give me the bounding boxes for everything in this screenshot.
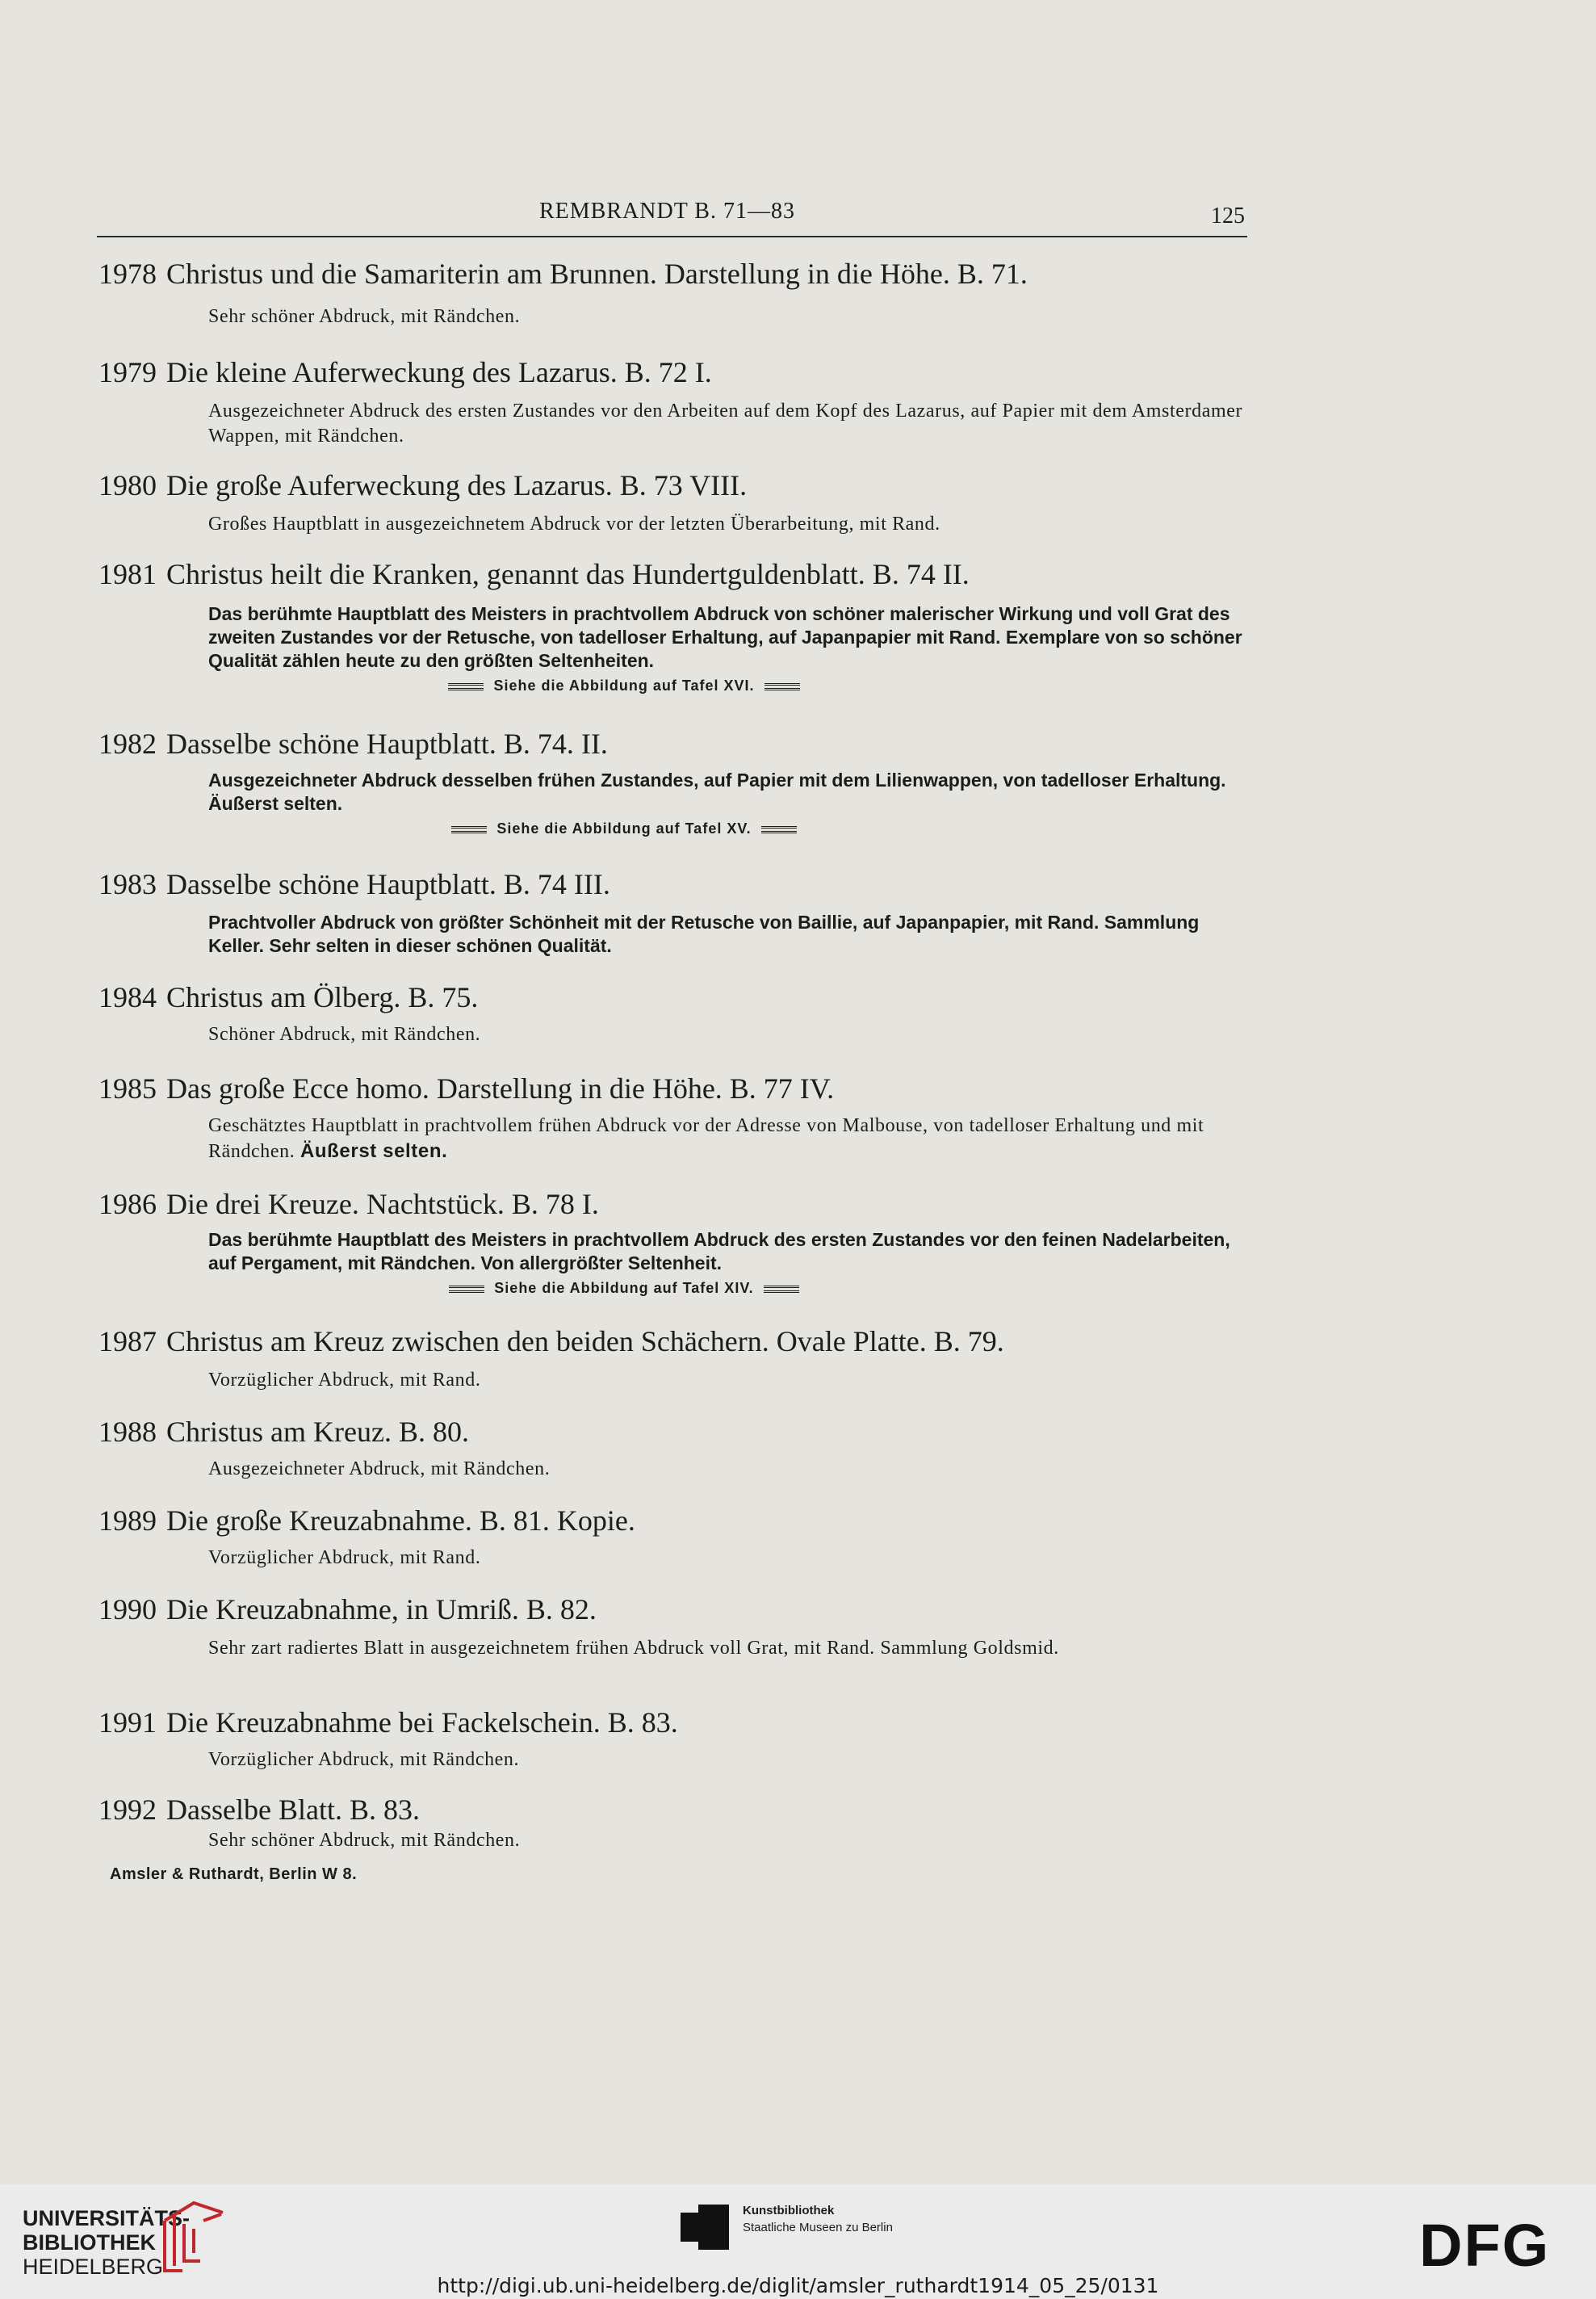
entry-title-text: Die drei Kreuze. Nachtstück. B. 78 I. (166, 1188, 599, 1220)
entry-title (98, 1793, 420, 1827)
entry-description (208, 1114, 1258, 1164)
entry-title (98, 1705, 678, 1739)
entry-title-text: Das große Ecce homo. Darstellung in die Höhe. B. 77 IV. (166, 1072, 835, 1105)
plate-reference (208, 1277, 1040, 1300)
entry-title-text: Dasselbe Blatt. B. 83. (166, 1793, 420, 1826)
kb-line-2: Staatliche Museen zu Berlin (743, 2221, 893, 2234)
entry-description: Schöner Abdruck, mit Rändchen. (208, 1024, 481, 1045)
entry-title-text: Die Kreuzabnahme bei Fackelschein. B. 83. (166, 1706, 678, 1739)
double-rule (449, 1286, 484, 1293)
printer-imprint: Amsler & Ruthardt, Berlin W 8. (110, 1865, 358, 1883)
entry-title (98, 355, 712, 389)
double-rule (761, 826, 797, 833)
entry-description: Großes Hauptblatt in ausgezeichnetem Abdruck vor der letzten Überarbeitung, mit Rand. (208, 514, 940, 535)
entry-title (98, 468, 747, 502)
entry-title (98, 1504, 635, 1538)
kunstbibliothek-logo-icon[interactable] (681, 2205, 729, 2250)
double-rule (764, 683, 800, 690)
university-library-logo-icon[interactable] (158, 2196, 228, 2274)
entry-title (98, 1415, 469, 1449)
kb-line-1: Kunstbibliothek (743, 2204, 835, 2217)
entry-title (98, 867, 610, 901)
entry-number: 1990 (98, 1593, 157, 1626)
entry-title-text: Christus heilt die Kranken, genannt das Hundertguldenblatt. B. 74 II. (166, 558, 970, 590)
entry-title (98, 557, 970, 591)
entry-title-text: Die große Kreuzabnahme. B. 81. Kopie. (166, 1504, 635, 1537)
permalink-url[interactable]: http://digi.ub.uni-heidelberg.de/diglit/amsler_ruthardt1914_05_25/0131 (437, 2274, 1159, 2297)
plate-reference (208, 674, 1040, 698)
entry-number: 1989 (98, 1504, 157, 1537)
university-line-2: BIBLIOTHEK (23, 2230, 156, 2255)
entry-description-text: Geschätztes Hauptblatt in prachtvollem frühen Abdruck vor der Adresse von Malbouse, von tadelloser Erhaltung und mit Rändchen. (208, 1115, 1204, 1162)
plate-reference-text: Siehe die Abbildung auf Tafel XIV. (494, 1280, 754, 1296)
entry-number: 1980 (98, 469, 157, 501)
entry-title (98, 727, 608, 761)
entry-description: Vorzüglicher Abdruck, mit Rändchen. (208, 1749, 520, 1770)
entry-number: 1979 (98, 356, 157, 388)
entry-title-text: Die kleine Auferweckung des Lazarus. B. 72 I. (166, 356, 712, 388)
entry-description: Ausgezeichneter Abdruck, mit Rändchen. (208, 1458, 551, 1479)
entry-title-text: Christus am Ölberg. B. 75. (166, 981, 479, 1013)
entry-number: 1992 (98, 1793, 157, 1826)
entry-number: 1983 (98, 868, 157, 900)
entry-title-text: Dasselbe schöne Hauptblatt. B. 74 III. (166, 868, 610, 900)
entry-title (98, 1187, 599, 1221)
university-line-1: UNIVERSITÄTS- (23, 2206, 191, 2230)
entry-description: Sehr schöner Abdruck, mit Rändchen. (208, 306, 521, 327)
kunstbibliothek-logo-text[interactable] (743, 2202, 893, 2236)
entry-title (98, 1072, 834, 1105)
entry-number: 1991 (98, 1706, 157, 1739)
university-line-3: HEIDELBERG (23, 2255, 164, 2279)
entry-number: 1988 (98, 1416, 157, 1448)
dfg-logo[interactable]: DFG (1419, 2212, 1551, 2279)
entry-title (98, 1592, 597, 1626)
entry-description: Sehr zart radiertes Blatt in ausgezeichnetem frühen Abdruck voll Grat, mit Rand. Sammlung Goldsmid. (208, 1638, 1059, 1659)
double-rule (448, 683, 484, 690)
entry-description: Vorzüglicher Abdruck, mit Rand. (208, 1547, 481, 1568)
entry-description (208, 769, 1258, 841)
entry-description-text: Ausgezeichneter Abdruck desselben frühen Zustandes, auf Papier mit dem Lilienwappen, von tadelloser Erhaltung. Äußerst selten. (208, 770, 1226, 814)
entry-title (98, 980, 478, 1014)
entry-number: 1985 (98, 1072, 157, 1105)
plate-reference-text: Siehe die Abbildung auf Tafel XVI. (493, 678, 755, 694)
entry-title (98, 1324, 1004, 1358)
plate-reference-text: Siehe die Abbildung auf Tafel XV. (496, 820, 752, 837)
running-title: REMBRANDT B. 71—83 (539, 199, 795, 224)
entry-description (208, 1228, 1258, 1300)
entry-description-emphasis: Äußerst selten. (300, 1140, 448, 1162)
entry-number: 1987 (98, 1325, 157, 1357)
entry-number: 1982 (98, 728, 157, 760)
entry-description-text: Das berühmte Hauptblatt des Meisters in prachtvollem Abdruck von schöner malerischer Wirkung und voll Grat des zweiten Zustandes vor der Retusche, von tadelloser Erhaltung, auf Japanpapier mit Rand. Exemplare von so schöner Qualität zählen heute zu den größten Seltenheiten. (208, 603, 1242, 671)
entry-description: Ausgezeichneter Abdruck des ersten Zustandes vor den Arbeiten auf dem Kopf des Lazarus, auf Papier mit dem Amsterdamer Wappen, mit Rändchen. (208, 401, 1243, 447)
entry-description: Sehr schöner Abdruck, mit Rändchen. (208, 1830, 521, 1851)
double-rule (764, 1286, 799, 1293)
entry-title-text: Christus am Kreuz. B. 80. (166, 1416, 469, 1448)
entry-title-text: Dasselbe schöne Hauptblatt. B. 74. II. (166, 728, 608, 760)
plate-reference (208, 817, 1040, 841)
double-rule (451, 826, 487, 833)
entry-description-text: Das berühmte Hauptblatt des Meisters in prachtvollem Abdruck des ersten Zustandes vor den feinen Nadelarbeiten, auf Pergament, mit Rändchen. Von allergrößter Seltenheit. (208, 1229, 1230, 1273)
entry-title-text: Christus und die Samariterin am Brunnen. Darstellung in die Höhe. B. 71. (166, 258, 1028, 290)
entry-number: 1981 (98, 558, 157, 590)
page-number: 125 (1211, 203, 1245, 229)
entry-title-text: Christus am Kreuz zwischen den beiden Schächern. Ovale Platte. B. 79. (166, 1325, 1004, 1357)
entry-description (208, 602, 1258, 698)
entry-description: Prachtvoller Abdruck von größter Schönheit mit der Retusche von Baillie, auf Japanpapier, mit Rand. Sammlung Keller. Sehr selten in dieser schönen Qualität. (208, 912, 1200, 956)
entry-number: 1978 (98, 258, 157, 290)
entry-number: 1986 (98, 1188, 157, 1220)
entry-title (98, 257, 1028, 291)
entry-description: Vorzüglicher Abdruck, mit Rand. (208, 1370, 481, 1391)
entry-title-text: Die Kreuzabnahme, in Umriß. B. 82. (166, 1593, 597, 1626)
entry-number: 1984 (98, 981, 157, 1013)
entry-title-text: Die große Auferweckung des Lazarus. B. 73 VIII. (166, 469, 748, 501)
